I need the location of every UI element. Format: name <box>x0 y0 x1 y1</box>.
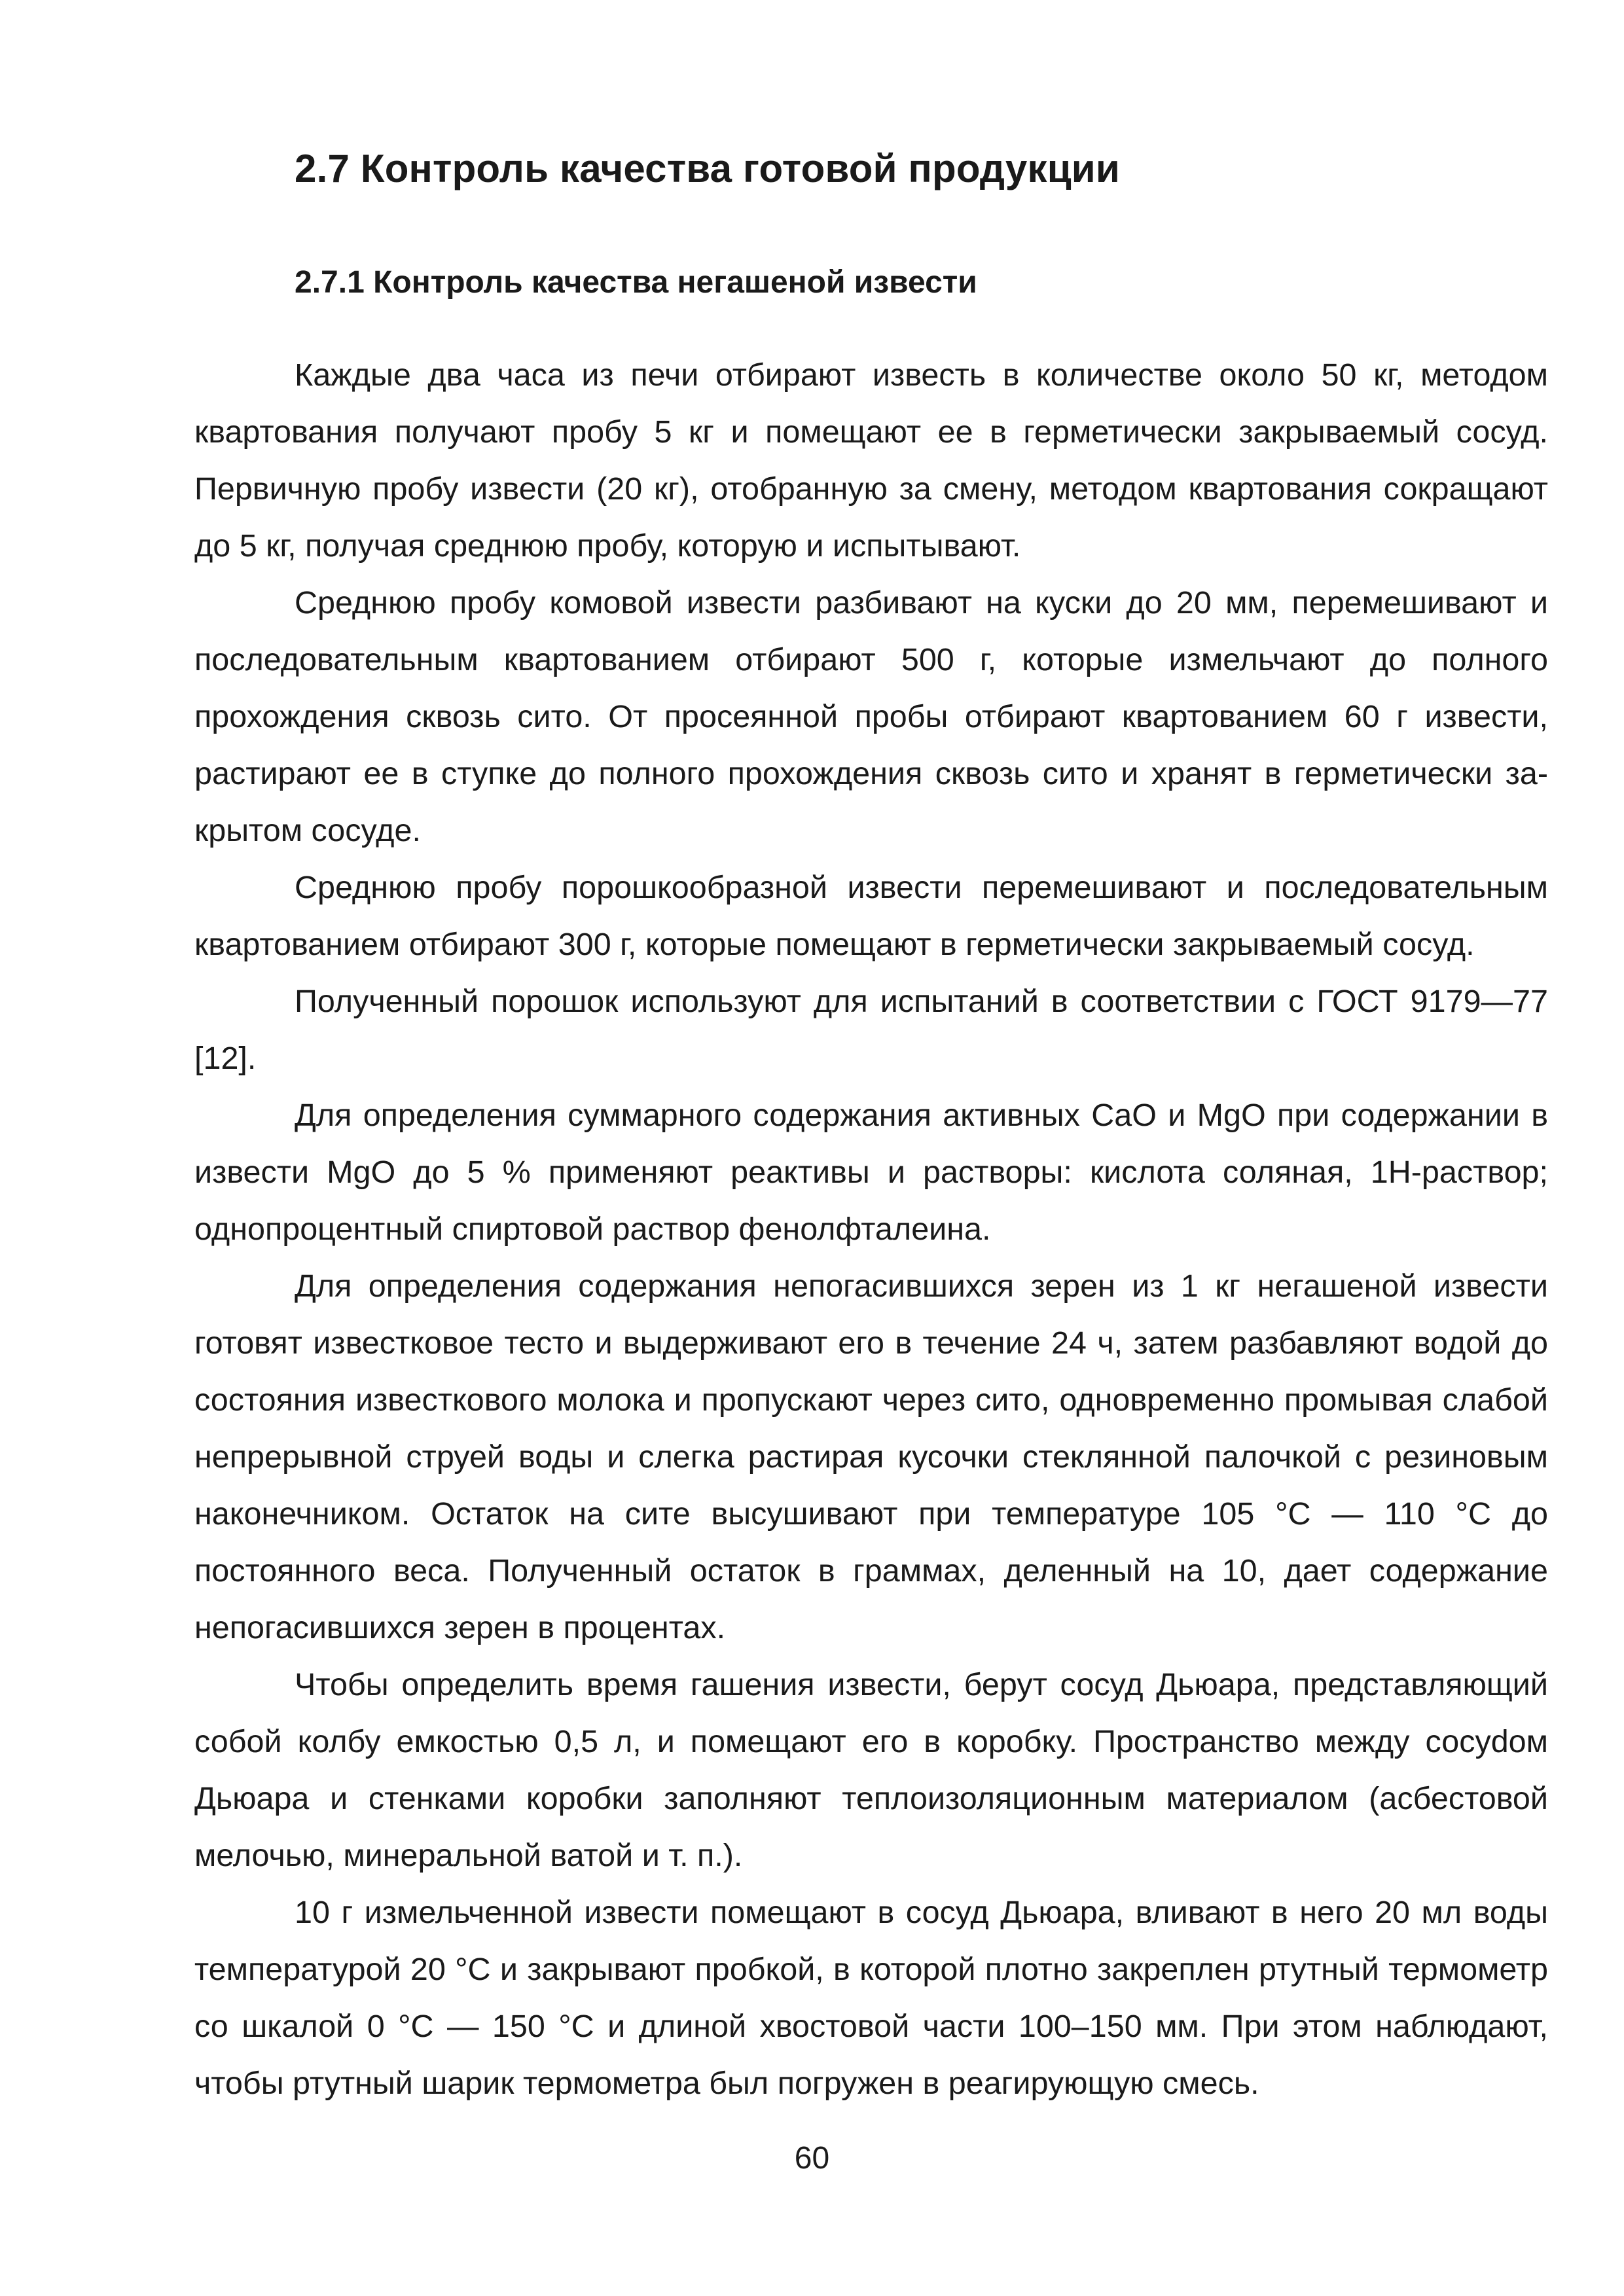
paragraph: Для определения содержания непогасившихся зерен из 1 кг негашеной извести готовят известковое тесто и выдерживают его в течение 24 ч, затем разбавляют водой до состояния известкового молока и пропускают через сито, одновременно промывая слабой непрерывной струей воды и слегка растирая кусочки стеклянной палочкой с резиновым наконечником. Остаток на сите высушивают при температуре 105 °С — 110 °С до постоянного веса. Полученный остаток в граммах, деленный на 10, дает содержание непогасившихся зерен в процентах. <box>194 1268 1548 1645</box>
paragraph: Чтобы определить время гашения извести, берут сосуд Дьюара, представляющий собой колбу емкостью 0,5 л, и помещают его в коробку. Пространство между сосуdом Дьюара и стенками коробки заполняют теплоизоляционным материалом (асбестовой мелочью, минеральной ватой и т. п.). <box>194 1667 1548 1873</box>
paragraph: Каждые два часа из печи отбирают известь в количестве около 50 кг, методом квартования получают пробу 5 кг и помещают ее в герметически закрываемый сосуд. Первичную пробу извести (20 кг), отобранную за смену, методом квартования сокращают до 5 кг, получая среднюю пробу, которую и испытывают. <box>194 357 1548 564</box>
subsection-title: 2.7.1 Контроль качества негашеной извести <box>295 265 977 300</box>
body-text <box>194 347 1548 2112</box>
section-title: 2.7 Контроль качества готовой продукции <box>295 147 1120 190</box>
paragraph: 10 г измельченной извести помещают в сосуд Дьюара, вливают в него 20 мл воды температурой 20 °С и закрывают пробкой, в которой плотно закреплен ртутный термометр со шкалой 0 °С — 150 °С и длиной хвостовой части 100–150 мм. При этом наблюдают, чтобы ртутный шарик термометра был погружен в реагирующую смесь. <box>194 1895 1548 2101</box>
page-content <box>194 145 1548 2112</box>
paragraph: Среднюю пробу комовой извести разбивают на куски до 20 мм, перемешивают и последовательным квартованием отбирают 500 г, которые измельчают до полного прохождения сквозь сито. От просеянной пробы отбирают квартованием 60 г извести, растирают ее в ступке до полного прохождения сквозь сито и хранят в герметически закрытом сосуде. <box>194 585 1548 848</box>
page-number: 60 <box>794 2141 830 2176</box>
paragraph: Полученный порошок используют для испытаний в соответствии с ГОСТ 9179—77 [12]. <box>194 984 1548 1076</box>
paragraph: Среднюю пробу порошкообразной извести перемешивают и последовательным квартованием отбирают 300 г, которые помещают в герметически закрываемый сосуд. <box>194 870 1548 962</box>
paragraph: Для определения суммарного содержания активных CaO и MgO при содержании в извести MgO до 5 % применяют реактивы и растворы: кислота соляная, 1Н-раствор; однопроцентный спиртовой раствор фенолфталеина. <box>194 1098 1548 1247</box>
